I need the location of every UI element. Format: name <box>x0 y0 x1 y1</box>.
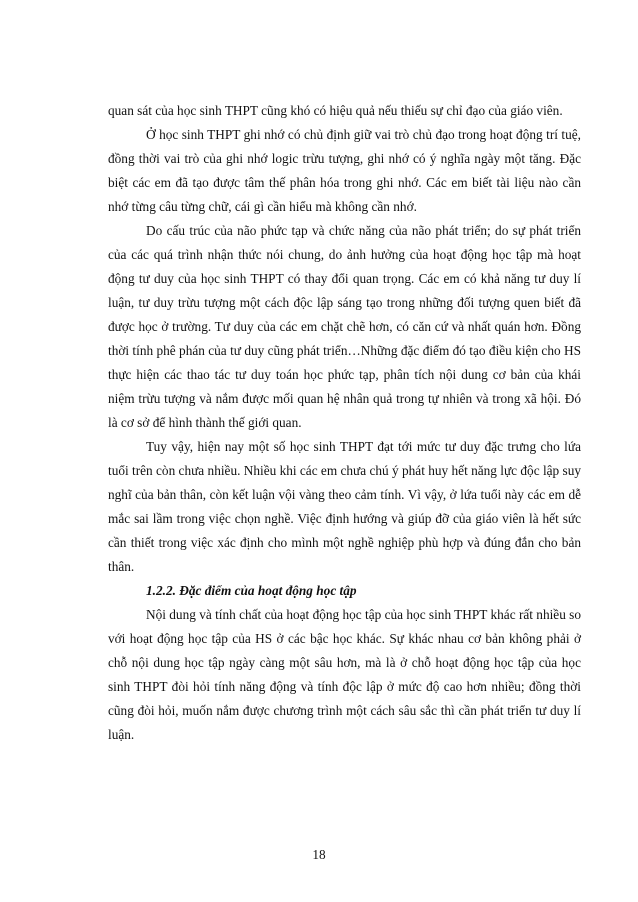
section-heading: 1.2.2. Đặc điểm của hoạt động học tập <box>146 583 357 598</box>
document-body <box>108 99 581 747</box>
page-number: 18 <box>312 847 326 862</box>
paragraph-limitations: Tuy vậy, hiện nay một số học sinh THPT đạt tới mức tư duy đặc trưng cho lứa tuổi trên còn chưa nhiều. Nhiều khi các em chưa chú ý phát huy hết năng lực độc lập suy nghĩ của bản thân, còn kết luận vội vàng theo cảm tính. Vì vậy, ở lứa tuổi này các em dễ mắc sai lầm trong việc chọn nghề. Việc định hướng và giúp đỡ của giáo viên là hết sức cần thiết trong việc xác định cho mình một nghề nghiệp phù hợp và đúng đắn cho bản thân. <box>108 439 581 574</box>
paragraph-thinking: Do cấu trúc của não phức tạp và chức năng của não phát triển; do sự phát triển của các quá trình nhận thức nói chung, do ảnh hưởng của hoạt động học tập mà hoạt động tư duy của học sinh THPT có thay đổi quan trọng. Các em có khả năng tư duy lí luận, tư duy trừu tượng một cách độc lập sáng tạo trong những đối tượng quen biết đã được học ở trường. Tư duy của các em chặt chẽ hơn, có căn cứ và nhất quán hơn. Đồng thời tính phê phán của tư duy cũng phát triển…Những đặc điểm đó tạo điều kiện cho HS thực hiện các thao tác tư duy toán học phức tạp, phân tích nội dung cơ bản của khái niệm trừu tượng và nắm được mối quan hệ nhân quả trong tự nhiên và trong xã hội. Đó là cơ sở để hình thành thế giới quan. <box>108 223 581 430</box>
paragraph-learning-activity: Nội dung và tính chất của hoạt động học tập của học sinh THPT khác rất nhiều so với hoạt động học tập của HS ở các bậc học khác. Sự khác nhau cơ bản không phải ở chỗ nội dung học tập ngày càng một sâu hơn, mà là ở chỗ hoạt động học tập của học sinh THPT đòi hỏi tính năng động và tính độc lập ở mức độ cao hơn nhiều; đồng thời cũng đòi hỏi, muốn nắm được chương trình một cách sâu sắc thì cần phát triển tư duy lí luận. <box>108 607 581 742</box>
paragraph-continuation: quan sát của học sinh THPT cũng khó có hiệu quả nếu thiếu sự chỉ đạo của giáo viên. <box>108 103 563 118</box>
paragraph-memory: Ở học sinh THPT ghi nhớ có chủ định giữ vai trò chủ đạo trong hoạt động trí tuệ, đồng thời vai trò của ghi nhớ logic trừu tượng, ghi nhớ có ý nghĩa ngày một tăng. Đặc biệt các em đã tạo được tâm thế phân hóa trong ghi nhớ. Các em biết tài liệu nào cần nhớ từng câu từng chữ, cái gì cần hiểu mà không cần nhớ. <box>108 127 581 214</box>
